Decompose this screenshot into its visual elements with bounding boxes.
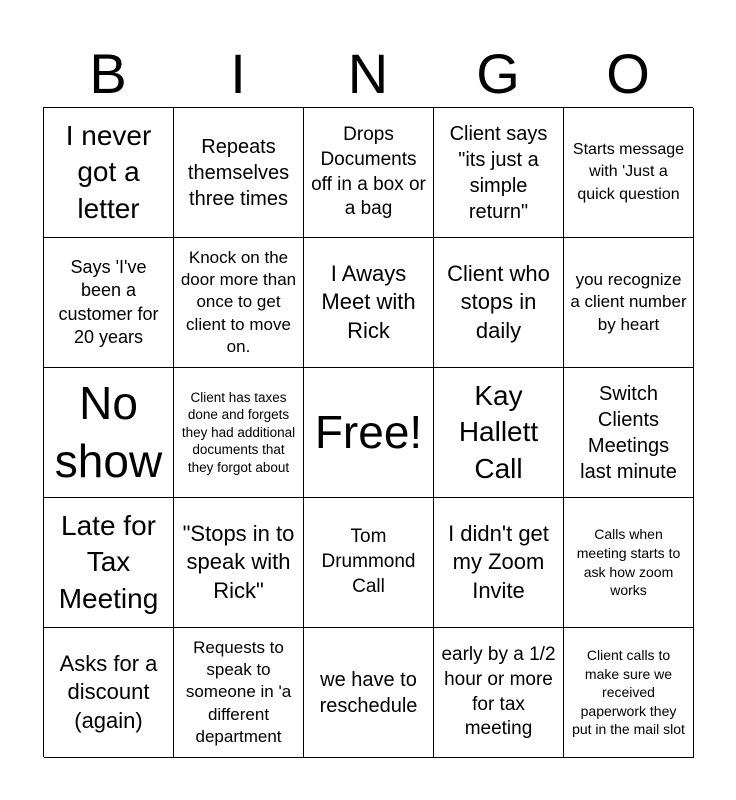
bingo-cell-3-3[interactable] (434, 498, 564, 628)
bingo-cell-4-2[interactable] (304, 628, 434, 758)
cell-text: Client has taxes done and forgets they had additional documents that they forgot about (181, 389, 296, 475)
cell-text: Switch Clients Meetings last minute (580, 382, 677, 483)
bingo-cell-0-0[interactable] (44, 108, 174, 238)
bingo-cell-1-3[interactable] (434, 238, 564, 368)
cell-text: Client says "its just a simple return" (449, 122, 548, 223)
cell-text: we have to reschedule (319, 668, 418, 717)
cell-text: you recognize a client number by heart (570, 270, 687, 334)
header-letter-i: I (230, 42, 246, 105)
cell-text: Requests to speak to someone in 'a different department (185, 638, 292, 746)
bingo-cell-3-4[interactable] (564, 498, 694, 628)
bingo-cell-1-0[interactable] (44, 238, 174, 368)
bingo-cell-2-3[interactable] (434, 368, 564, 498)
cell-text: Late for Tax Meeting (58, 509, 159, 614)
bingo-cell-2-4[interactable] (564, 368, 694, 498)
bingo-cell-1-2[interactable] (304, 238, 434, 368)
bingo-cell-3-0[interactable] (44, 498, 174, 628)
cell-text: Knock on the door more than once to get client to move on. (180, 248, 297, 356)
bingo-cell-free[interactable] (304, 368, 434, 498)
cell-text: Tom Drummond Call (321, 526, 416, 597)
bingo-cell-4-1[interactable] (174, 628, 304, 758)
cell-text: Kay Hallett Call (458, 379, 539, 484)
header-letter-n: N (347, 42, 389, 105)
bingo-cell-2-0[interactable] (44, 368, 174, 498)
bingo-card (43, 107, 693, 757)
bingo-cell-4-4[interactable] (564, 628, 694, 758)
bingo-cell-4-0[interactable] (44, 628, 174, 758)
cell-text: I didn't get my Zoom Invite (448, 521, 549, 603)
bingo-header (43, 40, 693, 108)
cell-text: Client calls to make sure we received paperwork they put in the mail slot (572, 646, 685, 738)
cell-text: Calls when meeting starts to ask how zoom works (576, 526, 681, 599)
cell-text: "Stops in to speak with Rick" (182, 521, 295, 603)
bingo-cell-3-2[interactable] (304, 498, 434, 628)
bingo-cell-0-4[interactable] (564, 108, 694, 238)
bingo-cell-0-2[interactable] (304, 108, 434, 238)
cell-text: No show (54, 377, 163, 487)
cell-text: Client who stops in daily (447, 261, 550, 343)
bingo-cell-0-3[interactable] (434, 108, 564, 238)
header-letter-g: G (476, 42, 520, 105)
cell-text: Asks for a discount (again) (59, 651, 158, 733)
cell-text: I Aways Meet with Rick (321, 261, 416, 343)
bingo-cell-1-4[interactable] (564, 238, 694, 368)
bingo-cell-4-3[interactable] (434, 628, 564, 758)
cell-text: Drops Documents off in a box or a bag (311, 124, 426, 220)
cell-text: Says 'I've been a customer for 20 years (58, 257, 159, 347)
bingo-cell-1-1[interactable] (174, 238, 304, 368)
cell-text: Starts message with 'Just a quick question (572, 140, 685, 203)
cell-text: early by a 1/2 hour or more for tax meeting (441, 644, 556, 740)
bingo-cell-0-1[interactable] (174, 108, 304, 238)
free-space-text: Free! (314, 405, 423, 458)
bingo-cell-2-1[interactable] (174, 368, 304, 498)
header-letter-b: B (89, 42, 127, 105)
cell-text: Repeats themselves three times (187, 135, 290, 210)
cell-text: I never got a letter (65, 119, 152, 224)
header-letter-o: O (606, 42, 650, 105)
bingo-cell-3-1[interactable] (174, 498, 304, 628)
